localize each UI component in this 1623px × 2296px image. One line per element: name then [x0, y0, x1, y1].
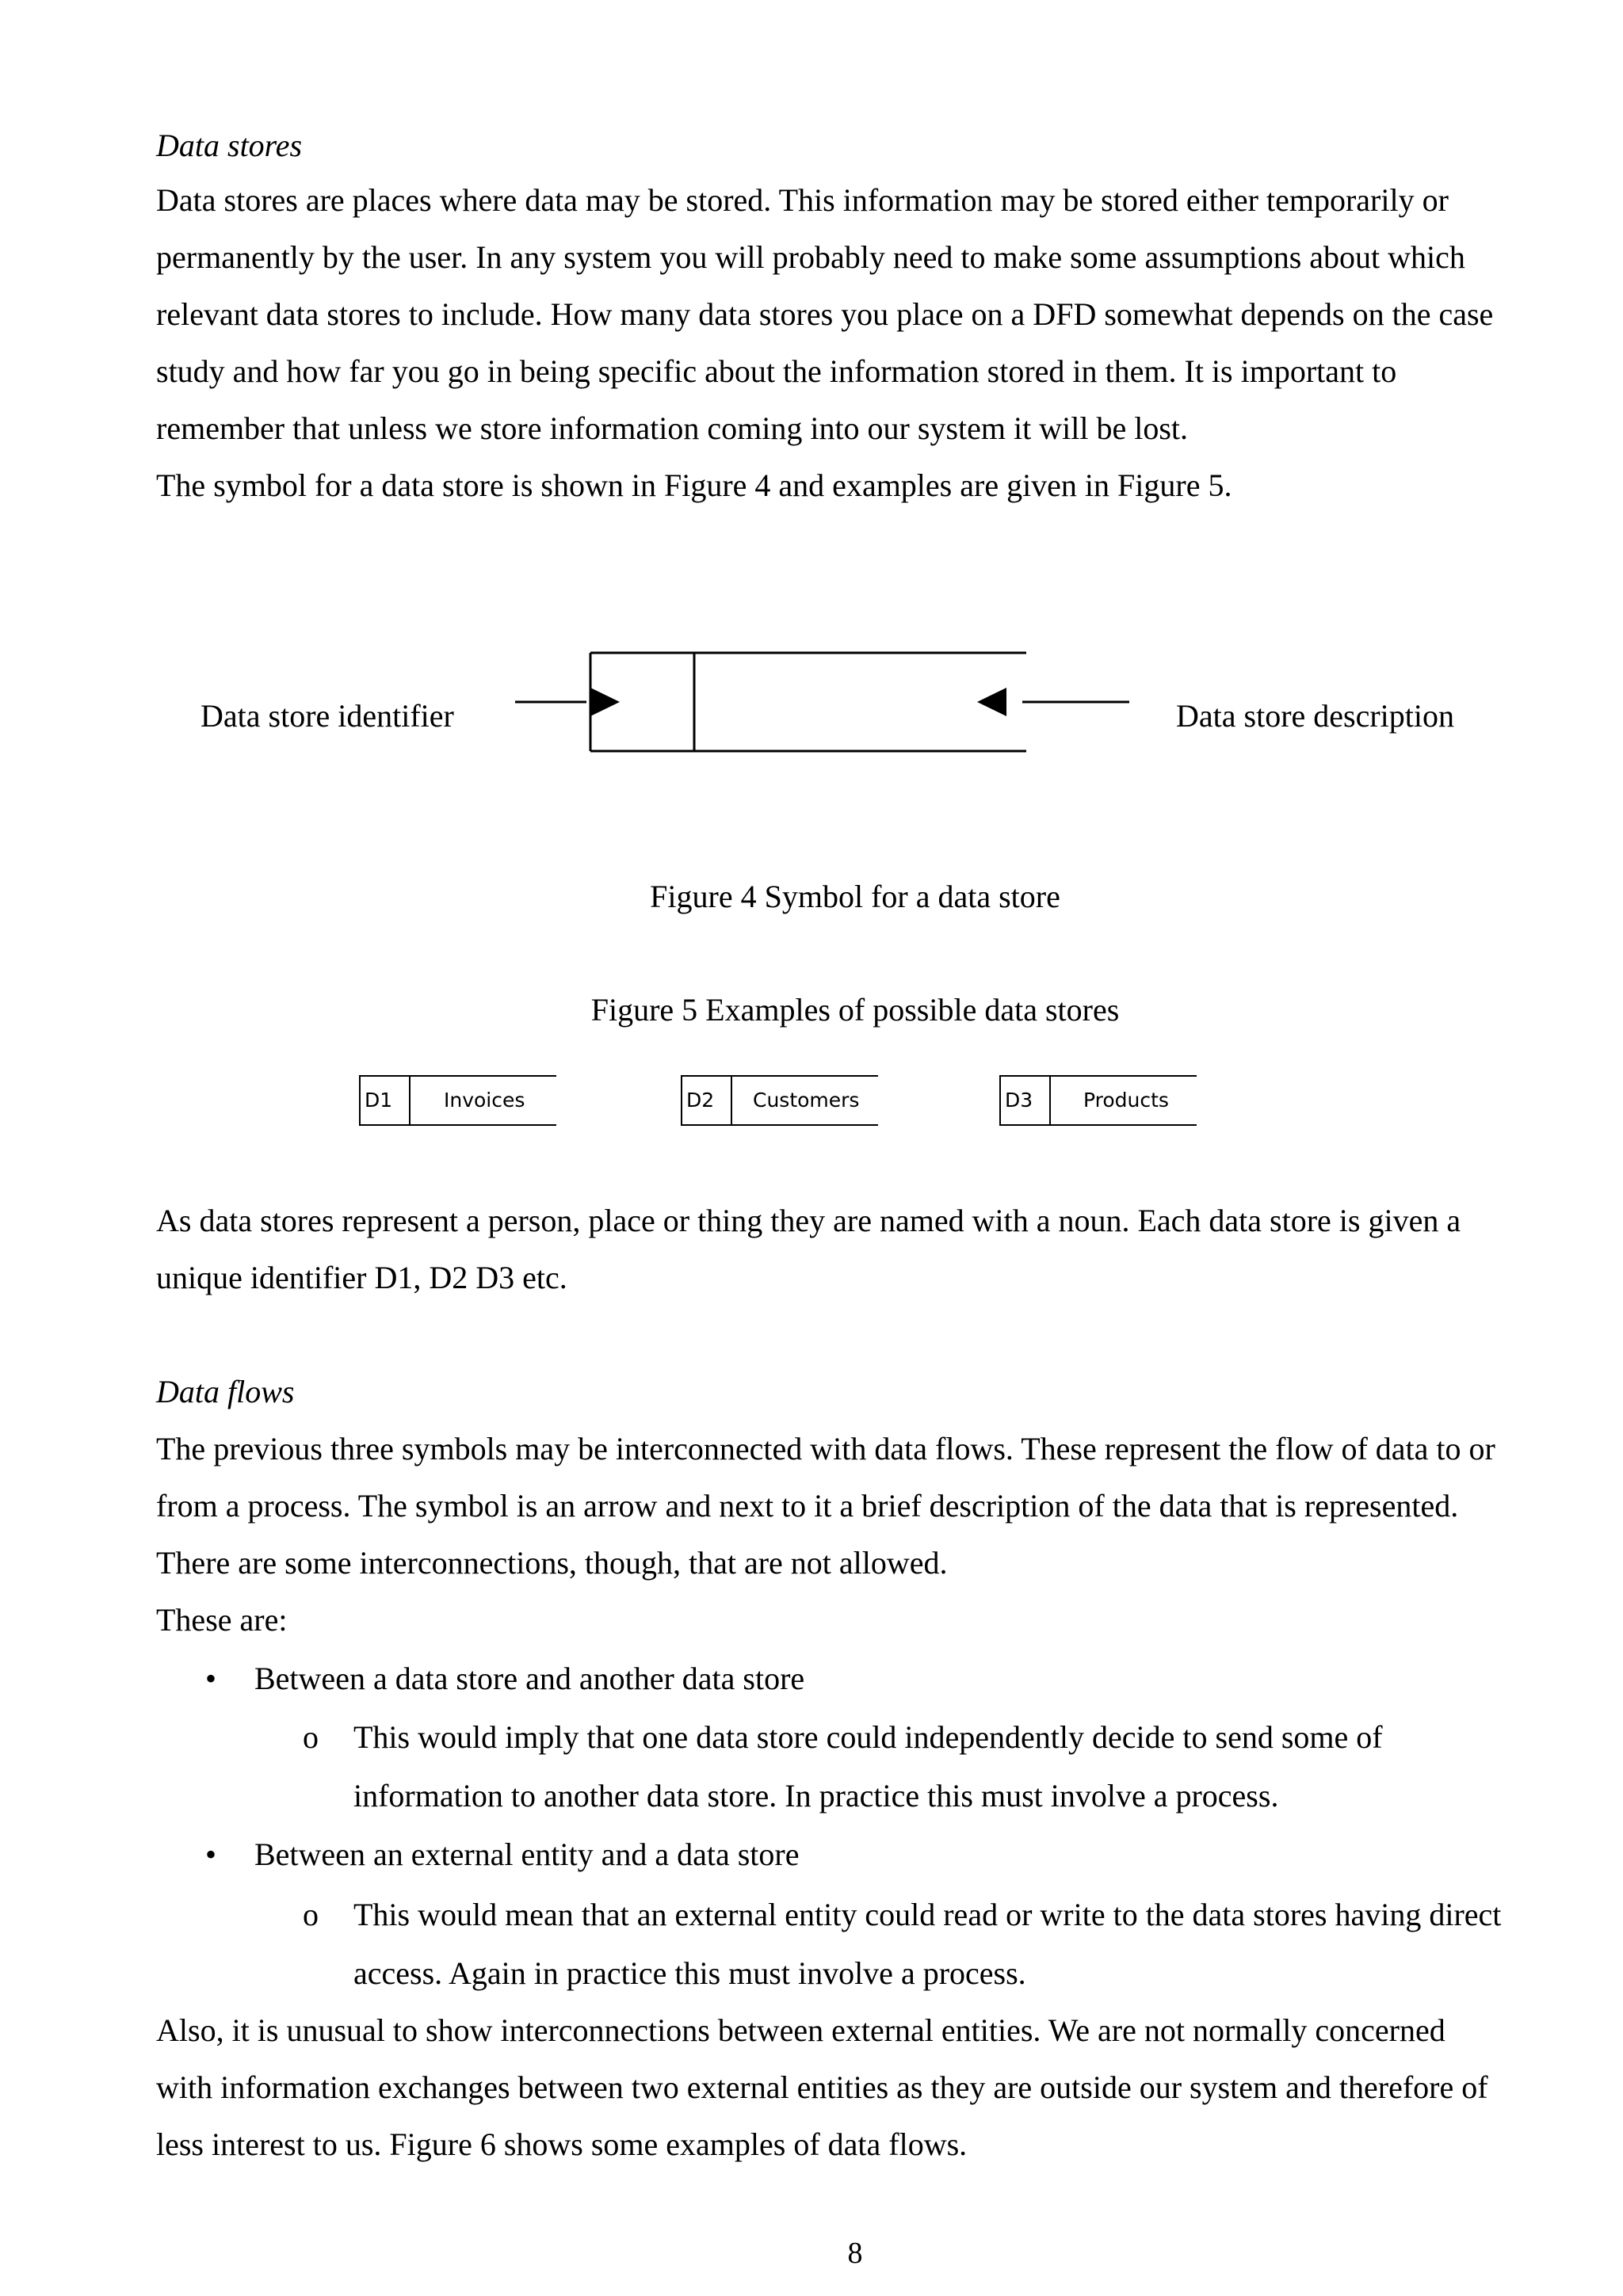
data-store-example-d1 — [358, 1074, 561, 1127]
data-store-example-d3 — [999, 1074, 1201, 1127]
paragraph-line: study and how far you go in being specific about the information stored in them. It is important to — [156, 353, 1397, 389]
figure4-caption: Figure 4 Symbol for a data store — [650, 879, 1060, 914]
figure4-right-label: Data store description — [1176, 698, 1454, 734]
paragraph-line: with information exchanges between two external entities as they are outside our system and therefore of — [156, 2069, 1488, 2105]
sub-bullet-line: information to another data store. In practice this must involve a process. — [353, 1778, 1279, 1814]
bullet-marker: • — [205, 1661, 217, 1696]
store-id: D2 — [686, 1089, 715, 1112]
paragraph-line: The symbol for a data store is shown in Figure 4 and examples are given in Figure 5. — [156, 467, 1232, 503]
paragraph-line: permanently by the user. In any system you will probably need to make some assumptions about which — [156, 239, 1465, 275]
figure4-left-label: Data store identifier — [200, 698, 454, 734]
sub-bullet-marker: o — [303, 1897, 319, 1932]
store-id: D1 — [365, 1089, 393, 1112]
paragraph-line: The previous three symbols may be interconnected with data flows. These represent the flow of data to or — [156, 1431, 1495, 1466]
section-heading-data-flows: Data flows — [156, 1374, 295, 1409]
figure4-data-store-symbol — [507, 642, 1141, 761]
bullet-item: Between a data store and another data store — [254, 1661, 805, 1696]
paragraph-line: Also, it is unusual to show interconnections between external entities. We are not normally concerned — [156, 2012, 1445, 2048]
paragraph-line: Data stores are places where data may be stored. This information may be stored either temporarily or — [156, 182, 1449, 218]
paragraph-line: remember that unless we store information coming into our system it will be lost. — [156, 410, 1188, 446]
paragraph-line: unique identifier D1, D2 D3 etc. — [156, 1260, 567, 1295]
paragraph-line: relevant data stores to include. How many data stores you place on a DFD somewhat depends on the case — [156, 296, 1494, 332]
paragraph-line: As data stores represent a person, place or thing they are named with a noun. Each data store is given a — [156, 1203, 1461, 1238]
paragraph-line: less interest to us. Figure 6 shows some examples of data flows. — [156, 2126, 968, 2162]
sub-bullet-marker: o — [303, 1719, 319, 1755]
store-name: Customers — [753, 1089, 860, 1112]
store-id: D3 — [1005, 1089, 1033, 1112]
page-number: 8 — [847, 2237, 863, 2270]
paragraph-line: These are: — [156, 1602, 288, 1638]
sub-bullet-line: access. Again in practice this must involve a process. — [353, 1955, 1026, 1991]
identifier-arrowhead — [590, 688, 620, 716]
bullet-marker: • — [205, 1836, 217, 1872]
figure5-caption: Figure 5 Examples of possible data stores — [590, 992, 1120, 1028]
section-heading-data-stores: Data stores — [156, 128, 303, 163]
store-name: Products — [1083, 1089, 1169, 1112]
store-name: Invoices — [444, 1089, 525, 1112]
bullet-item: Between an external entity and a data store — [254, 1836, 800, 1872]
data-store-example-d2 — [680, 1074, 883, 1127]
sub-bullet-line: This would imply that one data store could independently decide to send some of — [353, 1719, 1383, 1755]
description-arrowhead — [977, 688, 1006, 716]
paragraph-line: There are some interconnections, though, that are not allowed. — [156, 1545, 948, 1581]
paragraph-line: from a process. The symbol is an arrow and next to it a brief description of the data that is represented. — [156, 1488, 1459, 1524]
sub-bullet-line: This would mean that an external entity could read or write to the data stores having direct — [353, 1897, 1502, 1932]
